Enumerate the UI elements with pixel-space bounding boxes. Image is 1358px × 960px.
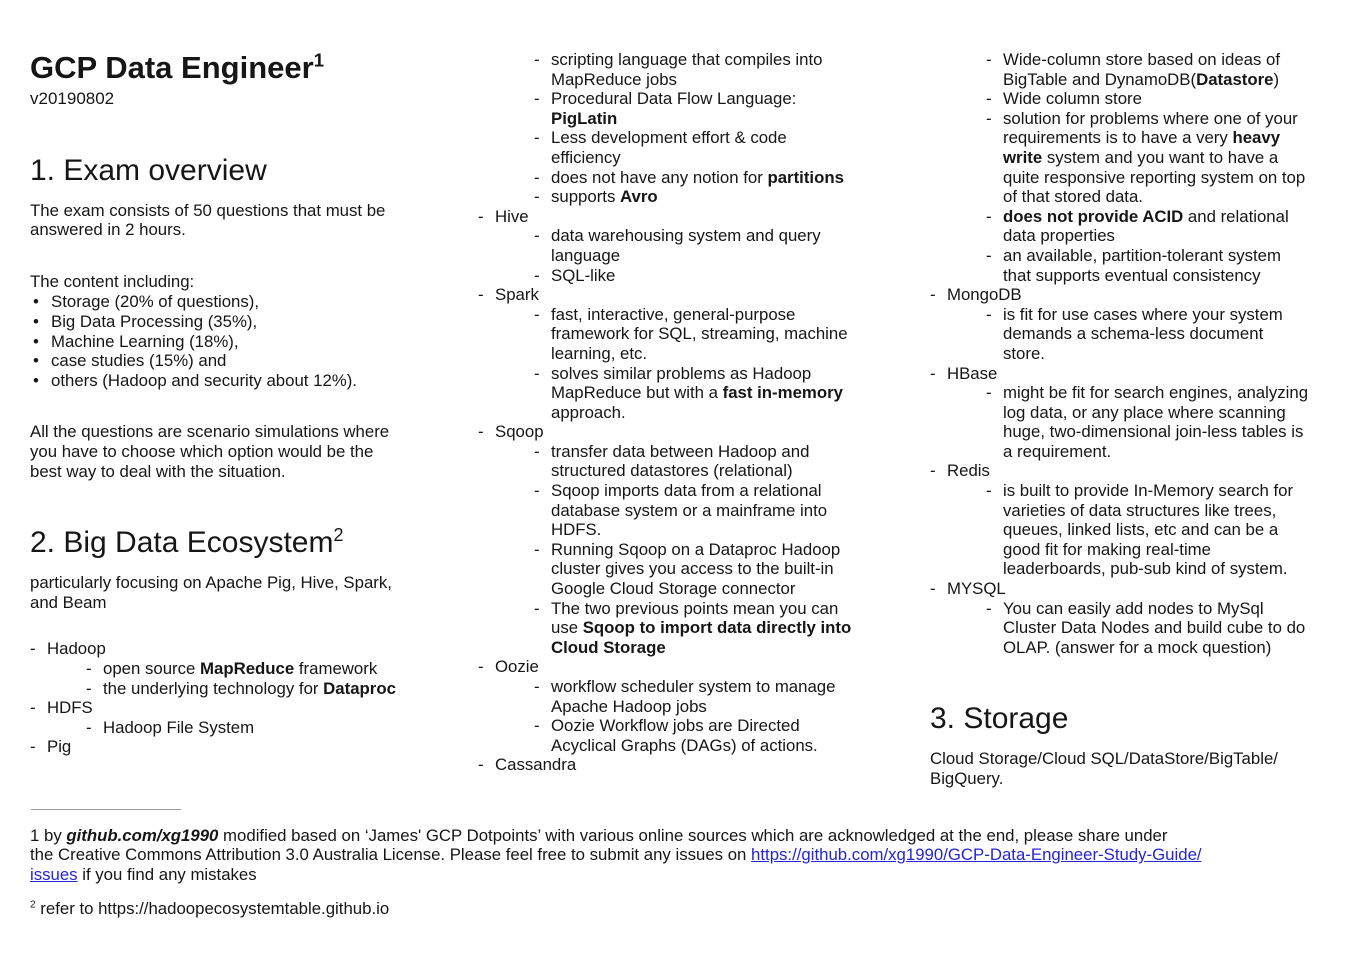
dash-marker: - — [534, 89, 540, 109]
text-run: OLAP. (answer for a mock question) — [1003, 637, 1272, 657]
text-run: GCP Data Engineer — [30, 50, 314, 85]
list-item — [534, 128, 902, 167]
text-run: 2. Big Data Ecosystem — [30, 526, 334, 560]
dash-marker: - — [534, 677, 540, 696]
bullet-list — [30, 292, 450, 390]
list-item — [478, 755, 902, 775]
text-run: Redis — [947, 461, 990, 481]
text-run: All the questions are scenario simulations where — [30, 422, 390, 442]
text-run: is fit for use cases where your system — [1003, 304, 1283, 324]
text-run: BigQuery. — [930, 769, 1004, 788]
text-run: SQL-like — [551, 265, 616, 285]
list-item — [534, 89, 902, 128]
bullet-marker: • — [33, 311, 39, 331]
text-run: Cluster Data Nodes and build cube to do — [1003, 618, 1306, 638]
list-item — [930, 364, 1354, 384]
text-run: Wide-column store based on ideas of — [1003, 50, 1281, 69]
list-item — [534, 226, 902, 265]
dash-marker: - — [986, 108, 992, 128]
text-run: Less development effort & code — [551, 128, 787, 148]
text-run: 1. Exam overview — [30, 153, 267, 187]
dash-marker: - — [534, 598, 540, 618]
dash-marker: - — [478, 755, 484, 775]
dash-marker: - — [30, 698, 36, 718]
list-item — [534, 481, 902, 540]
text-run: Spark — [495, 285, 539, 305]
section-heading — [30, 153, 450, 188]
text-run: answered in 2 hours. — [30, 220, 186, 240]
dash-marker: - — [534, 265, 540, 285]
list-item — [86, 659, 450, 679]
text-run: PigLatin — [551, 108, 618, 128]
text-run: You can easily add nodes to MySql — [1003, 598, 1264, 618]
dash-marker: - — [986, 50, 992, 69]
text-run: Storage (20% of questions), — [51, 292, 260, 312]
text-run: fast in-memory — [722, 383, 843, 403]
dash-list — [478, 50, 902, 775]
dash-marker: - — [986, 383, 992, 403]
list-item — [30, 698, 450, 718]
list-item — [478, 207, 902, 227]
text-run: Apache Hadoop jobs — [551, 696, 707, 716]
dash-marker: - — [30, 639, 36, 659]
text-run: best way to deal with the situation. — [30, 461, 286, 481]
text-run: Oozie Workflow jobs are Directed — [551, 716, 800, 736]
dash-marker: - — [534, 539, 540, 559]
text-run: use — [551, 618, 583, 638]
dash-marker: - — [534, 50, 540, 69]
footnote-1 — [30, 826, 1358, 885]
text-run: is built to provide In-Memory search for — [1003, 481, 1294, 501]
text-run: github.com/xg1990 — [66, 825, 219, 845]
list-item — [534, 599, 902, 658]
text-run: an available, partition-tolerant system — [1003, 245, 1281, 265]
text-run: Sqoop imports data from a relational — [551, 481, 822, 501]
text-run: does not provide ACID — [1003, 206, 1184, 226]
text-run: particularly focusing on Apache Pig, Hive, Spark, — [30, 573, 392, 593]
text-run: that supports eventual consistency — [1003, 265, 1261, 285]
dash-marker: - — [986, 481, 992, 501]
text-run: workflow scheduler system to manage — [551, 677, 836, 696]
text-run: scripting language that compiles into — [551, 50, 823, 69]
dash-list — [30, 639, 450, 757]
list-item — [478, 422, 902, 442]
section-heading — [30, 525, 450, 560]
text-run: Sqoop to import data directly into — [582, 618, 852, 638]
text-run: data warehousing system and query — [551, 226, 821, 246]
text-run: framework for SQL, streaming, machine — [551, 324, 848, 344]
text-run: queues, linked lists, etc and can be a — [1003, 520, 1279, 540]
text-run: if you find any mistakes — [77, 864, 257, 884]
text-run: structured datastores (relational) — [551, 461, 793, 481]
footnote-divider — [31, 809, 181, 810]
text-run: others (Hadoop and security about 12%). — [51, 370, 357, 390]
section-heading — [930, 701, 1354, 736]
dash-marker: - — [534, 441, 540, 461]
text-run: log data, or any place where scanning — [1003, 402, 1286, 422]
dash-marker: - — [930, 461, 936, 481]
text-run: open source — [103, 658, 201, 678]
list-item — [534, 540, 902, 599]
paragraph — [30, 272, 450, 292]
text-run: 3. Storage — [930, 702, 1069, 736]
text-run: Avro — [620, 187, 658, 207]
text-run: language — [551, 245, 621, 265]
list-item — [534, 168, 902, 188]
text-run: MapReduce but with a — [551, 383, 723, 403]
column-left — [30, 50, 450, 757]
dash-marker: - — [534, 716, 540, 736]
text-run: cluster gives you access to the built-in — [551, 559, 834, 579]
text-run: modified based on ‘James' GCP Dotpoints’ with various online sources which are acknowledged at the end, please share under — [218, 825, 1168, 845]
list-item — [30, 639, 450, 659]
text-run: 1 by — [30, 825, 67, 845]
text-run: partitions — [767, 167, 844, 187]
text-run: data properties — [1003, 226, 1115, 246]
text-run: transfer data between Hadoop and — [551, 441, 810, 461]
dash-marker: - — [986, 245, 992, 265]
text-run: 2 — [333, 525, 344, 546]
text-run: Dataproc — [323, 678, 396, 698]
list-item — [478, 285, 902, 305]
text-run: BigTable and DynamoDB( — [1003, 69, 1197, 89]
text-run: and relational — [1183, 206, 1289, 226]
list-item — [534, 677, 902, 716]
github-issues-link[interactable]: issues — [30, 864, 78, 884]
text-run: The two previous points mean you can — [551, 598, 839, 618]
text-run: framework — [294, 658, 378, 678]
bullet-item — [30, 312, 450, 332]
footnote-list — [30, 826, 1358, 919]
text-run: the underlying technology for — [103, 678, 324, 698]
bullet-marker: • — [33, 370, 39, 390]
text-run: might be fit for search engines, analyzing — [1003, 383, 1309, 403]
bullet-item — [30, 351, 450, 371]
text-run: solves similar problems as Hadoop — [551, 363, 812, 383]
text-run: Hive — [495, 206, 529, 226]
text-run: approach. — [551, 402, 626, 422]
paragraph — [30, 573, 450, 612]
text-run: good fit for making real-time — [1003, 539, 1211, 559]
text-run: Hadoop File System — [103, 717, 255, 737]
dash-marker: - — [478, 285, 484, 305]
text-run: refer to https://hadoopecosystemtable.github.io — [35, 899, 390, 919]
text-run: Sqoop — [495, 422, 544, 442]
paragraph — [30, 422, 450, 481]
text-run: you have to choose which option would be the — [30, 441, 374, 461]
list-item — [534, 187, 902, 207]
text-run: does not have any notion for — [551, 167, 768, 187]
text-run: system and you want to have a — [1042, 147, 1279, 167]
text-run: The content including: — [30, 271, 195, 291]
text-run: and Beam — [30, 592, 107, 612]
text-run: The exam consists of 50 questions that must be — [30, 200, 386, 220]
text-run: write — [1003, 147, 1043, 167]
text-run: MapReduce — [200, 658, 295, 678]
bullet-marker: • — [33, 351, 39, 371]
list-item — [534, 266, 902, 286]
text-run: Cassandra — [495, 755, 577, 775]
text-run: solution for problems where one of your — [1003, 108, 1298, 128]
list-item — [478, 657, 902, 677]
list-item — [930, 285, 1354, 305]
text-run: case studies (15%) and — [51, 351, 227, 371]
list-item — [534, 716, 902, 755]
dash-list — [930, 50, 1354, 657]
list-item — [534, 305, 902, 364]
dash-marker: - — [478, 422, 484, 442]
text-run: ) — [1273, 69, 1280, 89]
text-run: varieties of data structures like trees, — [1003, 500, 1277, 520]
dash-marker: - — [534, 187, 540, 207]
footnotes — [30, 809, 1358, 919]
text-run: leaderboards, pub-sub kind of system. — [1003, 559, 1288, 579]
dash-marker: - — [986, 304, 992, 324]
list-item — [86, 718, 450, 738]
dash-marker: - — [930, 363, 936, 383]
text-run: the Creative Commons Attribution 3.0 Australia License. Please feel free to submit any issues on — [30, 845, 752, 865]
dash-marker: - — [478, 657, 484, 677]
list-item — [986, 207, 1354, 246]
columns — [30, 50, 1358, 789]
dash-marker: - — [534, 481, 540, 501]
list-item — [986, 89, 1354, 109]
text-run: MYSQL — [947, 579, 1006, 599]
text-run: v20190802 — [30, 89, 115, 108]
dash-marker: - — [86, 678, 92, 698]
text-run: quite responsive reporting system on top — [1003, 167, 1306, 187]
text-run: Cloud Storage — [551, 637, 666, 657]
text-run: supports — [551, 187, 621, 207]
text-run: huge, two-dimensional join-less tables is — [1003, 422, 1304, 442]
text-run: Cloud Storage/Cloud SQL/DataStore/BigTable/ — [930, 749, 1278, 769]
dash-marker: - — [534, 128, 540, 148]
bullet-item — [30, 332, 450, 352]
dash-marker: - — [478, 206, 484, 226]
text-run: HDFS. — [551, 520, 602, 540]
paragraph — [30, 201, 450, 240]
dash-marker: - — [86, 717, 92, 737]
dash-marker: - — [930, 579, 936, 599]
text-run: Google Cloud Storage connector — [551, 579, 796, 599]
document-title — [30, 50, 450, 86]
list-item — [986, 599, 1354, 658]
dash-marker: - — [534, 363, 540, 383]
column-middle — [478, 50, 902, 775]
text-run: Machine Learning (18%), — [51, 331, 239, 351]
footnote-2 — [30, 899, 1358, 919]
text-run: MapReduce jobs — [551, 69, 677, 89]
bullet-marker: • — [33, 331, 39, 351]
dash-marker: - — [30, 737, 36, 757]
text-run: 2 — [30, 899, 36, 911]
text-run: Hadoop — [47, 639, 106, 659]
list-item — [986, 246, 1354, 285]
text-run: MongoDB — [947, 285, 1022, 305]
github-issues-link[interactable]: https://github.com/xg1990/GCP-Data-Engineer-Study-Guide/ — [751, 845, 1202, 865]
text-run: learning, etc. — [551, 343, 648, 363]
dash-marker: - — [534, 226, 540, 246]
dash-marker: - — [86, 658, 92, 678]
text-run: Oozie — [495, 657, 539, 677]
dash-marker: - — [534, 304, 540, 324]
text-run: requirements is to have a very — [1003, 128, 1233, 148]
dash-marker: - — [534, 167, 540, 187]
text-run: fast, interactive, general-purpose — [551, 304, 796, 324]
text-run: database system or a mainframe into — [551, 500, 828, 520]
list-item — [986, 305, 1354, 364]
dash-marker: - — [986, 89, 992, 109]
list-item — [986, 109, 1354, 207]
bullet-item — [30, 371, 450, 391]
text-run: Running Sqoop on a Dataproc Hadoop — [551, 539, 841, 559]
list-item — [534, 364, 902, 423]
text-run: a requirement. — [1003, 441, 1112, 461]
version-label — [30, 89, 450, 109]
list-item — [534, 442, 902, 481]
text-run: efficiency — [551, 147, 621, 167]
list-item — [930, 579, 1354, 599]
text-run: Procedural Data Flow Language: — [551, 89, 797, 109]
text-run: Datastore — [1196, 69, 1274, 89]
text-run: of that stored data. — [1003, 187, 1143, 207]
list-item — [30, 737, 450, 757]
paragraph — [930, 749, 1354, 788]
text-run: demands a schema-less document — [1003, 324, 1264, 344]
list-item — [986, 50, 1354, 89]
dash-marker: - — [986, 206, 992, 226]
text-run: 1 — [313, 49, 325, 71]
bullet-item — [30, 292, 450, 312]
bullet-marker: • — [33, 292, 39, 312]
text-run: Wide column store — [1003, 89, 1142, 109]
text-run: heavy — [1232, 128, 1281, 148]
text-run: Acyclical Graphs (DAGs) of actions. — [551, 735, 818, 755]
text-run: store. — [1003, 343, 1045, 363]
dash-marker: - — [930, 285, 936, 305]
column-right — [930, 50, 1354, 789]
text-run: HDFS — [47, 698, 93, 718]
text-run: Pig — [47, 737, 72, 757]
list-item — [930, 461, 1354, 481]
dash-marker: - — [986, 598, 992, 618]
list-item — [986, 481, 1354, 579]
list-item — [86, 679, 450, 699]
list-item — [534, 50, 902, 89]
list-item — [986, 383, 1354, 461]
text-run: HBase — [947, 363, 998, 383]
text-run: Big Data Processing (35%), — [51, 311, 258, 331]
